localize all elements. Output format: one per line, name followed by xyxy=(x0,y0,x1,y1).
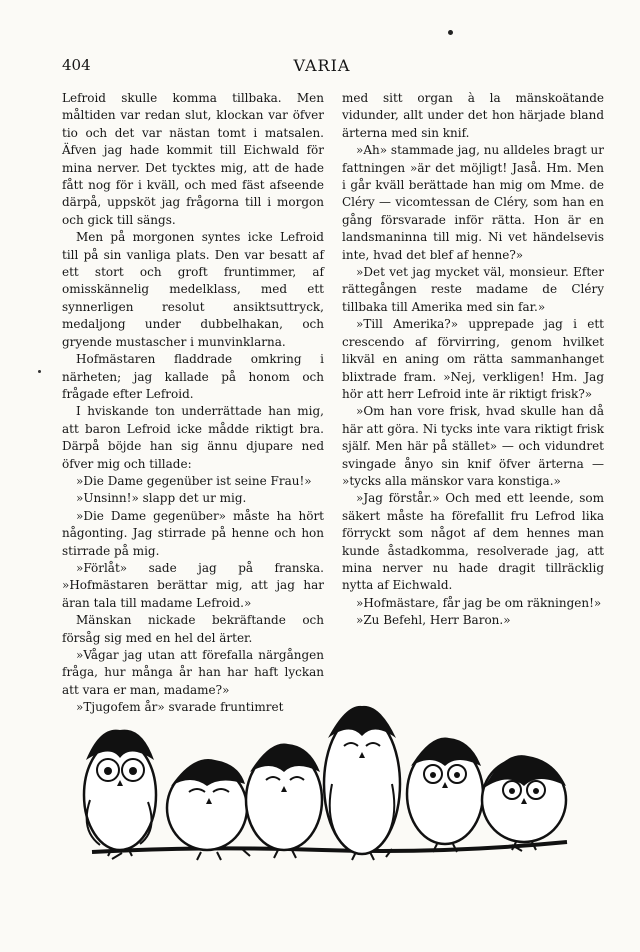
paragraph: Hofmästaren fladdrade omkring i närheten; jag kallade på honom och frågade efter Lefroid. xyxy=(62,352,324,401)
paragraph: »Förlåt» sade jag på franska. »Hofmästaren berättar mig, att jag har äran tala till madame Lefroid.» xyxy=(62,560,324,610)
paragraph: »Die Dame gegenüber» måste ha hört någonting. Jag stirrade på henne och hon stirrade på mig. xyxy=(62,508,324,558)
paragraph: »Die Dame gegenüber ist seine Frau!» xyxy=(76,473,312,488)
paragraph: »Tjugofem år» svarade fruntimret xyxy=(76,700,284,715)
owl-6 xyxy=(482,755,566,850)
paragraph: »Unsinn!» slapp det ur mig. xyxy=(76,491,247,506)
owls-illustration xyxy=(62,700,582,890)
owl-5 xyxy=(407,738,483,852)
paragraph: »Zu Befehl, Herr Baron.» xyxy=(356,613,511,628)
paragraph: »Vågar jag utan att förefalla närgången fråga, hur många år han har haft lyckan att vara er man, madame?» xyxy=(62,648,324,697)
paragraph: »Det vet jag mycket väl, monsieur. Efter rättegången reste madame de Cléry tillbaka till Amerika med sin far.» xyxy=(342,265,604,314)
owl-4 xyxy=(324,706,400,860)
paragraph: Lefroid skulle komma tillbaka. Men måltiden var redan slut, klockan var öfver tio och det var nästan tomt i matsalen. Äfven jag hade kommit till Eichwald för mina nerver. Det tycktes mig, att de hade fått nog för i kväll, och med fäst afseende därpå, uppsköt jag frågorna till i morgon och gick till sängs. xyxy=(62,91,324,227)
paragraph: I hviskande ton underrättade han mig, att baron Lefroid icke mådde riktigt bra. Därpå böjde han sig ännu djupare ned öfver mig och tillade: xyxy=(62,404,324,471)
margin-mark xyxy=(38,370,41,373)
branch xyxy=(92,842,567,852)
paragraph: med sitt organ à la mänskoätande vidunder, allt under det hon härjade bland ärterna med sin knif. xyxy=(342,91,604,140)
page-number: 404 xyxy=(62,56,91,74)
running-title: VARIA xyxy=(293,56,351,75)
right-column xyxy=(342,90,604,630)
paragraph: »Hofmästare, får jag be om räkningen!» xyxy=(356,595,602,610)
paragraph: »Jag förstår.» Och med ett leende, som säkert måste ha förefallit fru Lefrod lika förryckt som något af dem hennes man kunde åstadkomma, resolverade jag, att mina nerver nu hade dragit tillräcklig nytta af Eichwald. xyxy=(342,491,604,593)
paragraph: »Ah» stammade jag, nu alldeles bragt ur fattningen »är det möjligt! Jaså. Hm. Men i går kväll berättade han mig om Mme. de Cléry — vicomtessan de Cléry, som han en gång försvarade inför rätta. Hon är en landsmaninna till mig. Ni vet händelsevis inte, hvad det blef af henne?» xyxy=(342,143,604,262)
page-header xyxy=(62,56,582,78)
owl-3 xyxy=(246,744,322,858)
paragraph: »Till Amerika?» upprepade jag i ett crescendo af förvirring, genom hvilket likväl en aning om rätta sammanhanget blixtrade fram. »Nej, verkligen! Hm. Jag hör att herr Lefroid inte är riktigt frisk?» xyxy=(342,317,604,401)
paragraph: Men på morgonen syntes icke Lefroid till på sin vanliga plats. Den var besatt af ett stort och groft fruntimmer, af omisskännelig medelklass, med ett synnerligen resolut ansiktsuttryck, medaljong under dubbelhakan, och gryende mustascher i munvinklarna. xyxy=(62,230,324,349)
owl-1 xyxy=(84,730,156,856)
paragraph: »Om han vore frisk, hvad skulle han då här att göra. Ni tycks inte vara riktigt frisk själf. Men här på stället» — och vidundret svingade ånyo sin knif öfver ärterna — »tycks alla mänskor vara konstiga.» xyxy=(342,404,604,488)
left-column xyxy=(62,90,324,717)
paragraph: Mänskan nickade bekräftande och försåg sig med en hel del ärter. xyxy=(62,613,324,645)
owl-2 xyxy=(167,759,247,860)
ink-dot xyxy=(448,30,453,35)
